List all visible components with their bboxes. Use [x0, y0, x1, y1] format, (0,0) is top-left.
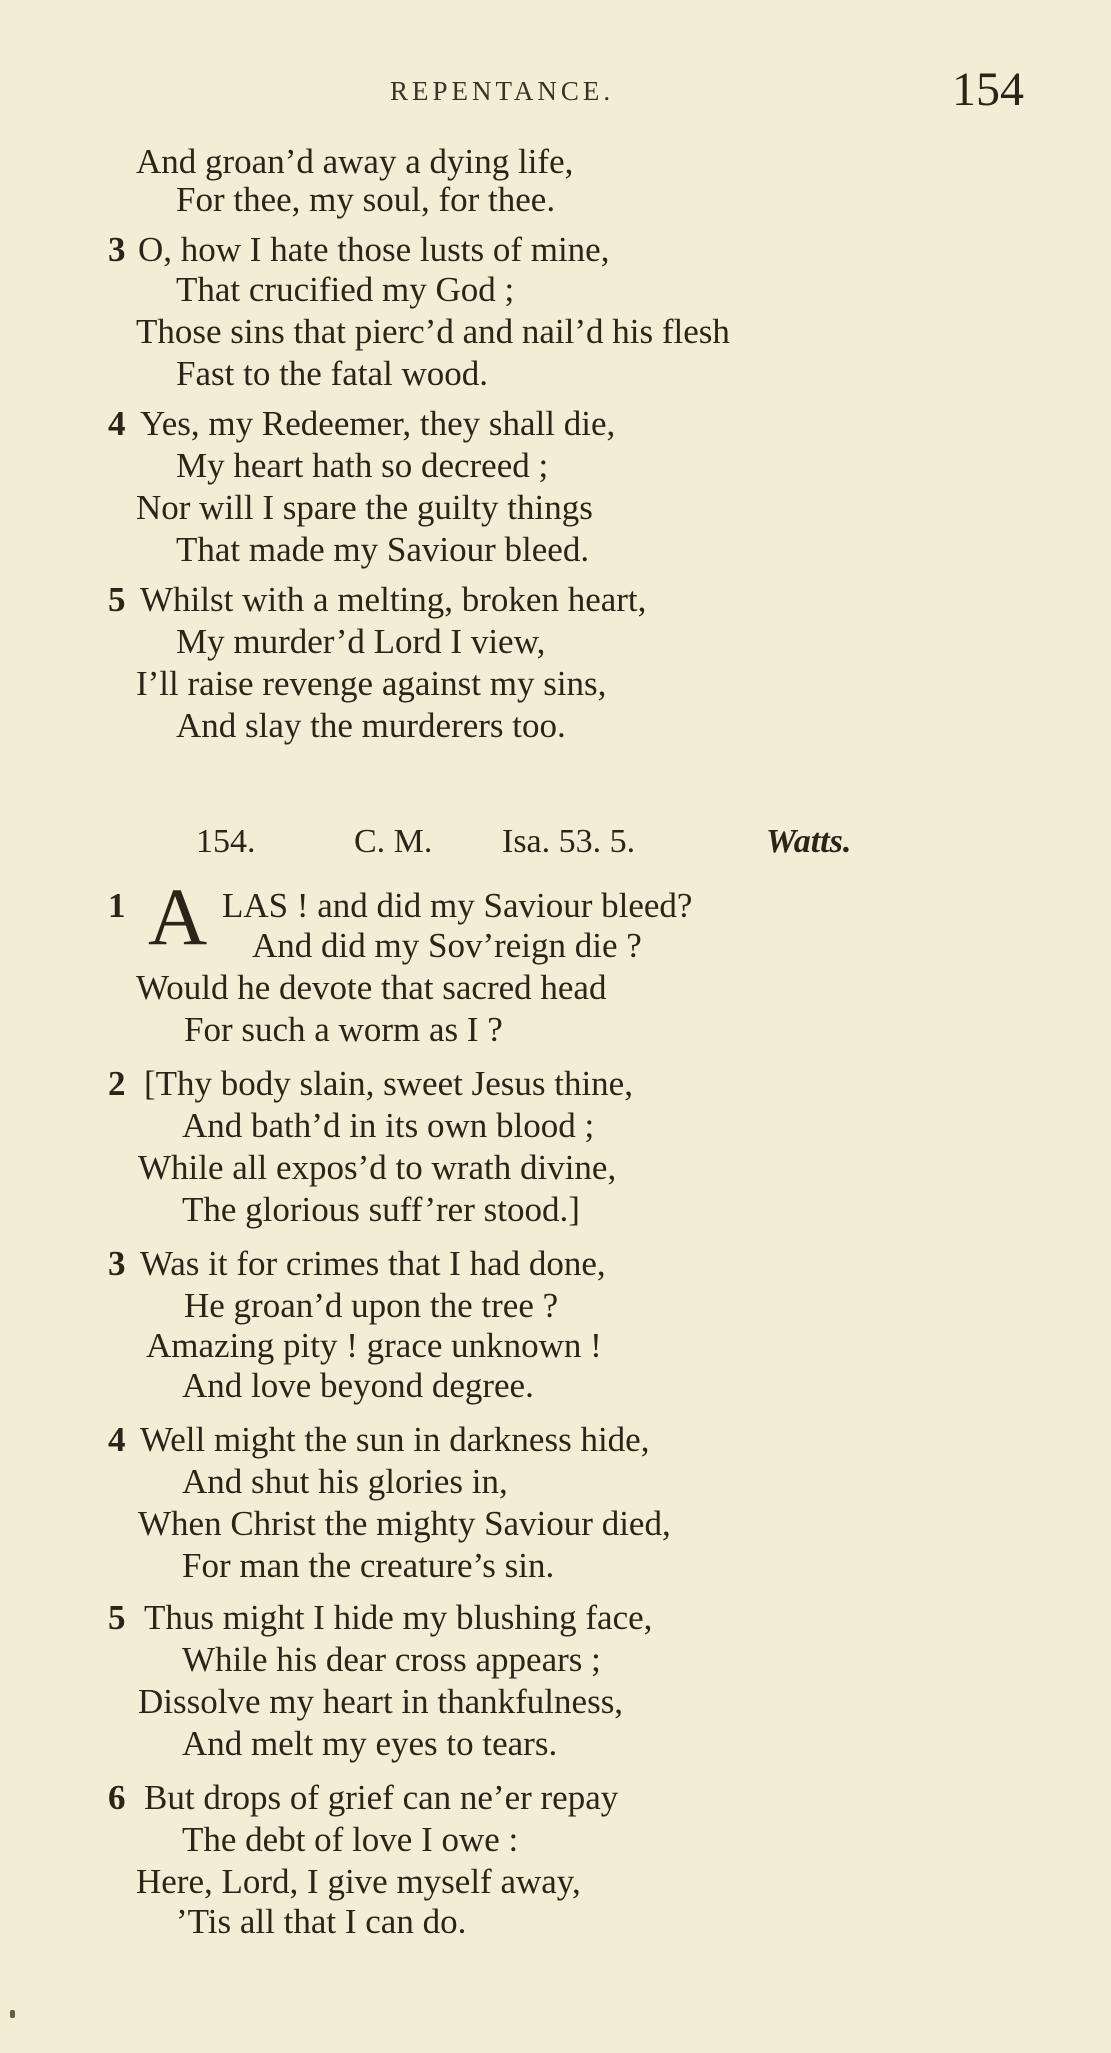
verse-line: Was it for crimes that I had done, — [140, 1244, 606, 1283]
verse-number: 4 — [108, 404, 126, 443]
verse-line: Nor will I spare the guilty things — [136, 488, 593, 527]
verse-line: And melt my eyes to tears. — [182, 1724, 558, 1763]
verse-line: ’Tis all that I can do. — [176, 1902, 467, 1941]
page-number: 154 — [952, 63, 1024, 116]
verse-line: LAS ! and did my Saviour bleed? — [222, 886, 693, 925]
verse-line: The debt of love I owe : — [182, 1820, 519, 1859]
verse-line: My heart hath so decreed ; — [176, 446, 549, 485]
verse-line: For such a worm as I ? — [184, 1010, 503, 1049]
verse-line: Whilst with a melting, broken heart, — [140, 580, 647, 619]
verse-line: O, how I hate those lusts of mine, — [138, 230, 610, 269]
hymn-author: Watts. — [766, 823, 852, 860]
verse-line: Those sins that pierc’d and nail’d his flesh — [136, 312, 730, 351]
ink-speck — [10, 2010, 15, 2018]
verse-line: Thus might I hide my blushing face, — [144, 1598, 653, 1637]
verse-line: [Thy body slain, sweet Jesus thine, — [144, 1064, 633, 1103]
verse-line: Amazing pity ! grace unknown ! — [146, 1326, 602, 1365]
verse-line: While all expos’d to wrath divine, — [138, 1148, 617, 1187]
verse-line: Well might the sun in darkness hide, — [140, 1420, 650, 1459]
verse-line: And shut his glories in, — [182, 1462, 508, 1501]
verse-number: 2 — [108, 1064, 126, 1103]
verse-line: But drops of grief can ne’er repay — [144, 1778, 619, 1817]
verse-line: I’ll raise revenge against my sins, — [136, 664, 607, 703]
verse-number: 5 — [108, 580, 126, 619]
verse-line: And groan’d away a dying life, — [136, 142, 574, 181]
verse-line: Fast to the fatal wood. — [176, 354, 489, 393]
verse-line: For man the creature’s sin. — [182, 1546, 555, 1585]
verse-number: 1 — [108, 886, 126, 925]
verse-line: And love beyond degree. — [182, 1366, 534, 1405]
verse-number: 6 — [108, 1778, 126, 1817]
verse-line: That crucified my God ; — [176, 270, 515, 309]
hymn-meter: C. M. — [354, 823, 433, 860]
verse-line: My murder’d Lord I view, — [176, 622, 546, 661]
verse-number: 4 — [108, 1420, 126, 1459]
verse-number: 3 — [108, 230, 126, 269]
verse-line: The glorious suff’rer stood.] — [182, 1190, 580, 1229]
running-header: REPENTANCE. — [390, 76, 615, 106]
drop-cap: A — [148, 871, 208, 962]
verse-line: While his dear cross appears ; — [182, 1640, 601, 1679]
verse-number: 5 — [108, 1598, 126, 1637]
verse-line: Here, Lord, I give myself away, — [136, 1862, 581, 1901]
verse-line: For thee, my soul, for thee. — [176, 180, 556, 219]
verse-line: That made my Saviour bleed. — [176, 530, 590, 569]
verse-line: And slay the murderers too. — [176, 706, 566, 745]
verse-line: He groan’d upon the tree ? — [184, 1286, 559, 1325]
verse-line: When Christ the mighty Saviour died, — [138, 1504, 671, 1543]
verse-line: Dissolve my heart in thankfulness, — [138, 1682, 624, 1721]
verse-line: Would he devote that sacred head — [136, 968, 607, 1007]
verse-line: And did my Sov’reign die ? — [252, 926, 642, 965]
hymn-scripture: Isa. 53. 5. — [502, 823, 636, 860]
verse-number: 3 — [108, 1244, 126, 1283]
verse-line: Yes, my Redeemer, they shall die, — [140, 404, 616, 443]
hymn-number: 154. — [196, 823, 256, 860]
verse-line: And bath’d in its own blood ; — [182, 1106, 595, 1145]
